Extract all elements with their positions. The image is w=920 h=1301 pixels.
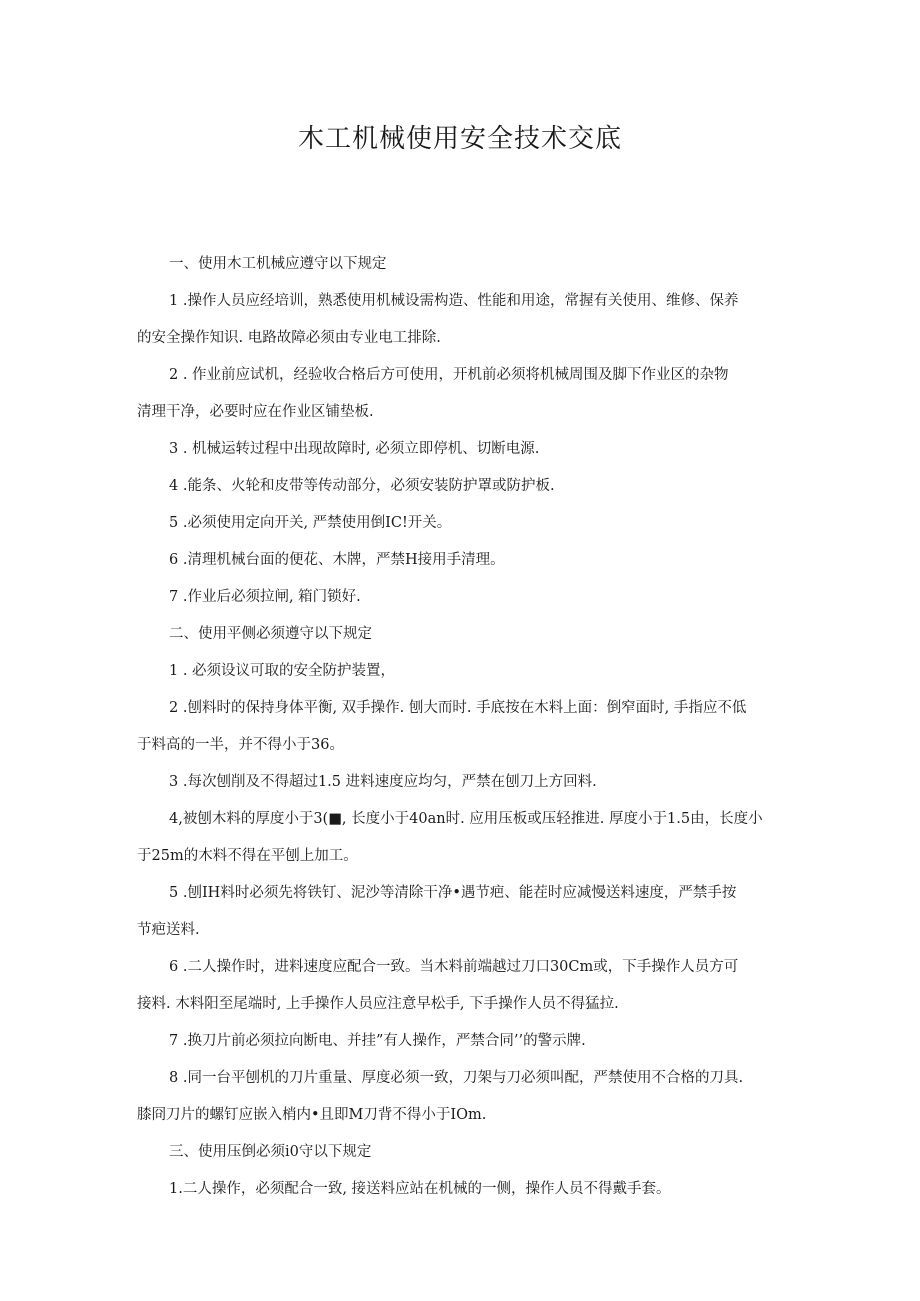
paragraph-line: 1 . 必须设议可取的安全防护装置， bbox=[169, 663, 396, 679]
paragraph-line: 2 .刨料时的保持身体平衡, 双手操作. 刨大而时. 手底按在木料上面：倒窄面时, 手指应不低 bbox=[169, 700, 747, 716]
paragraph-line: 7 .换刀片前必须拉向断电、并挂”有人操作，严禁合同’’的警示牌. bbox=[169, 1033, 586, 1049]
paragraph-line: 5 .刨IH料时必须先将铁钉、泥沙等清除干净•遇节疤、能茬时应减慢送料速度，严禁手按 bbox=[169, 885, 737, 901]
paragraph-line: 4 .能条、火轮和皮带等传动部分，必须安装防护罩或防护板. bbox=[169, 478, 555, 494]
paragraph-line: 节疤送料. bbox=[137, 922, 200, 938]
paragraph-line: 1.二人操作，必须配合一致, 接送料应站在机械的一侧，操作人员不得戴手套。 bbox=[169, 1181, 671, 1197]
paragraph-line: 清理干净，必要时应在作业区铺垫板. bbox=[137, 404, 374, 420]
paragraph-line: 4,被刨木料的厚度小于3(■, 长度小于40an时. 应用压板或压轻推进. 厚度小于1.5由，长度小 bbox=[169, 811, 763, 827]
paragraph-line: 6 .二人操作时，进料速度应配合一致。当木料前端越过刀口30Cm或，下手操作人员方可 bbox=[169, 959, 739, 975]
paragraph-line: 3 .每次刨削及不得超过1.5 进料速度应均匀，严禁在刨刀上方回料. bbox=[169, 774, 597, 790]
document-body bbox=[137, 246, 787, 1208]
paragraph-line: 于25m的木料不得在平刨上加工。 bbox=[137, 848, 358, 864]
paragraph-line: 接料. 木料阳至尾端时, 上手操作人员应注意早松手, 下手操作人员不得猛拉. bbox=[137, 996, 619, 1012]
section-heading-2: 二、使用平侧必须遵守以下规定 bbox=[169, 626, 372, 642]
paragraph-line: 于料高的一半，并不得小于36。 bbox=[137, 737, 344, 753]
paragraph-line: 2 . 作业前应试机，经验收合格后方可使用，开机前必须将机械周围及脚下作业区的杂物 bbox=[169, 367, 729, 383]
paragraph-line: 的安全操作知识. 电路故障必须由专业电工排除. bbox=[137, 330, 441, 346]
paragraph-line: 膝冏刀片的螺钉应嵌入梢内•且即M刀背不得小于IOm. bbox=[137, 1107, 487, 1123]
section-heading-1: 一、使用木工机械应遵守以下规定 bbox=[169, 256, 387, 272]
paragraph-line: 1 .操作人员应经培训，熟悉使用机械设需构造、性能和用途，常握有关使用、维修、保养 bbox=[169, 293, 739, 309]
page-title: 木工机械使用安全技术交底 bbox=[297, 124, 622, 154]
paragraph-line: 7 .作业后必须拉闸, 箱门锁好. bbox=[169, 589, 361, 605]
section-heading-3: 三、使用压倒必须i0守以下规定 bbox=[169, 1144, 372, 1160]
paragraph-line: 3 . 机械运转过程中出现故障时, 必须立即停机、切断电源. bbox=[169, 441, 540, 457]
paragraph-line: 8 .同一台平刨机的刀片重量、厚度必须一致，刀架与刀必须叫配，严禁使用不合格的刀具. bbox=[169, 1070, 744, 1086]
paragraph-line: 6 .清理机械台面的便花、木牌，严禁H接用手清理。 bbox=[169, 552, 505, 568]
paragraph-line: 5 .必须使用定向开关, 严禁使用倒IC!开关。 bbox=[169, 515, 452, 531]
